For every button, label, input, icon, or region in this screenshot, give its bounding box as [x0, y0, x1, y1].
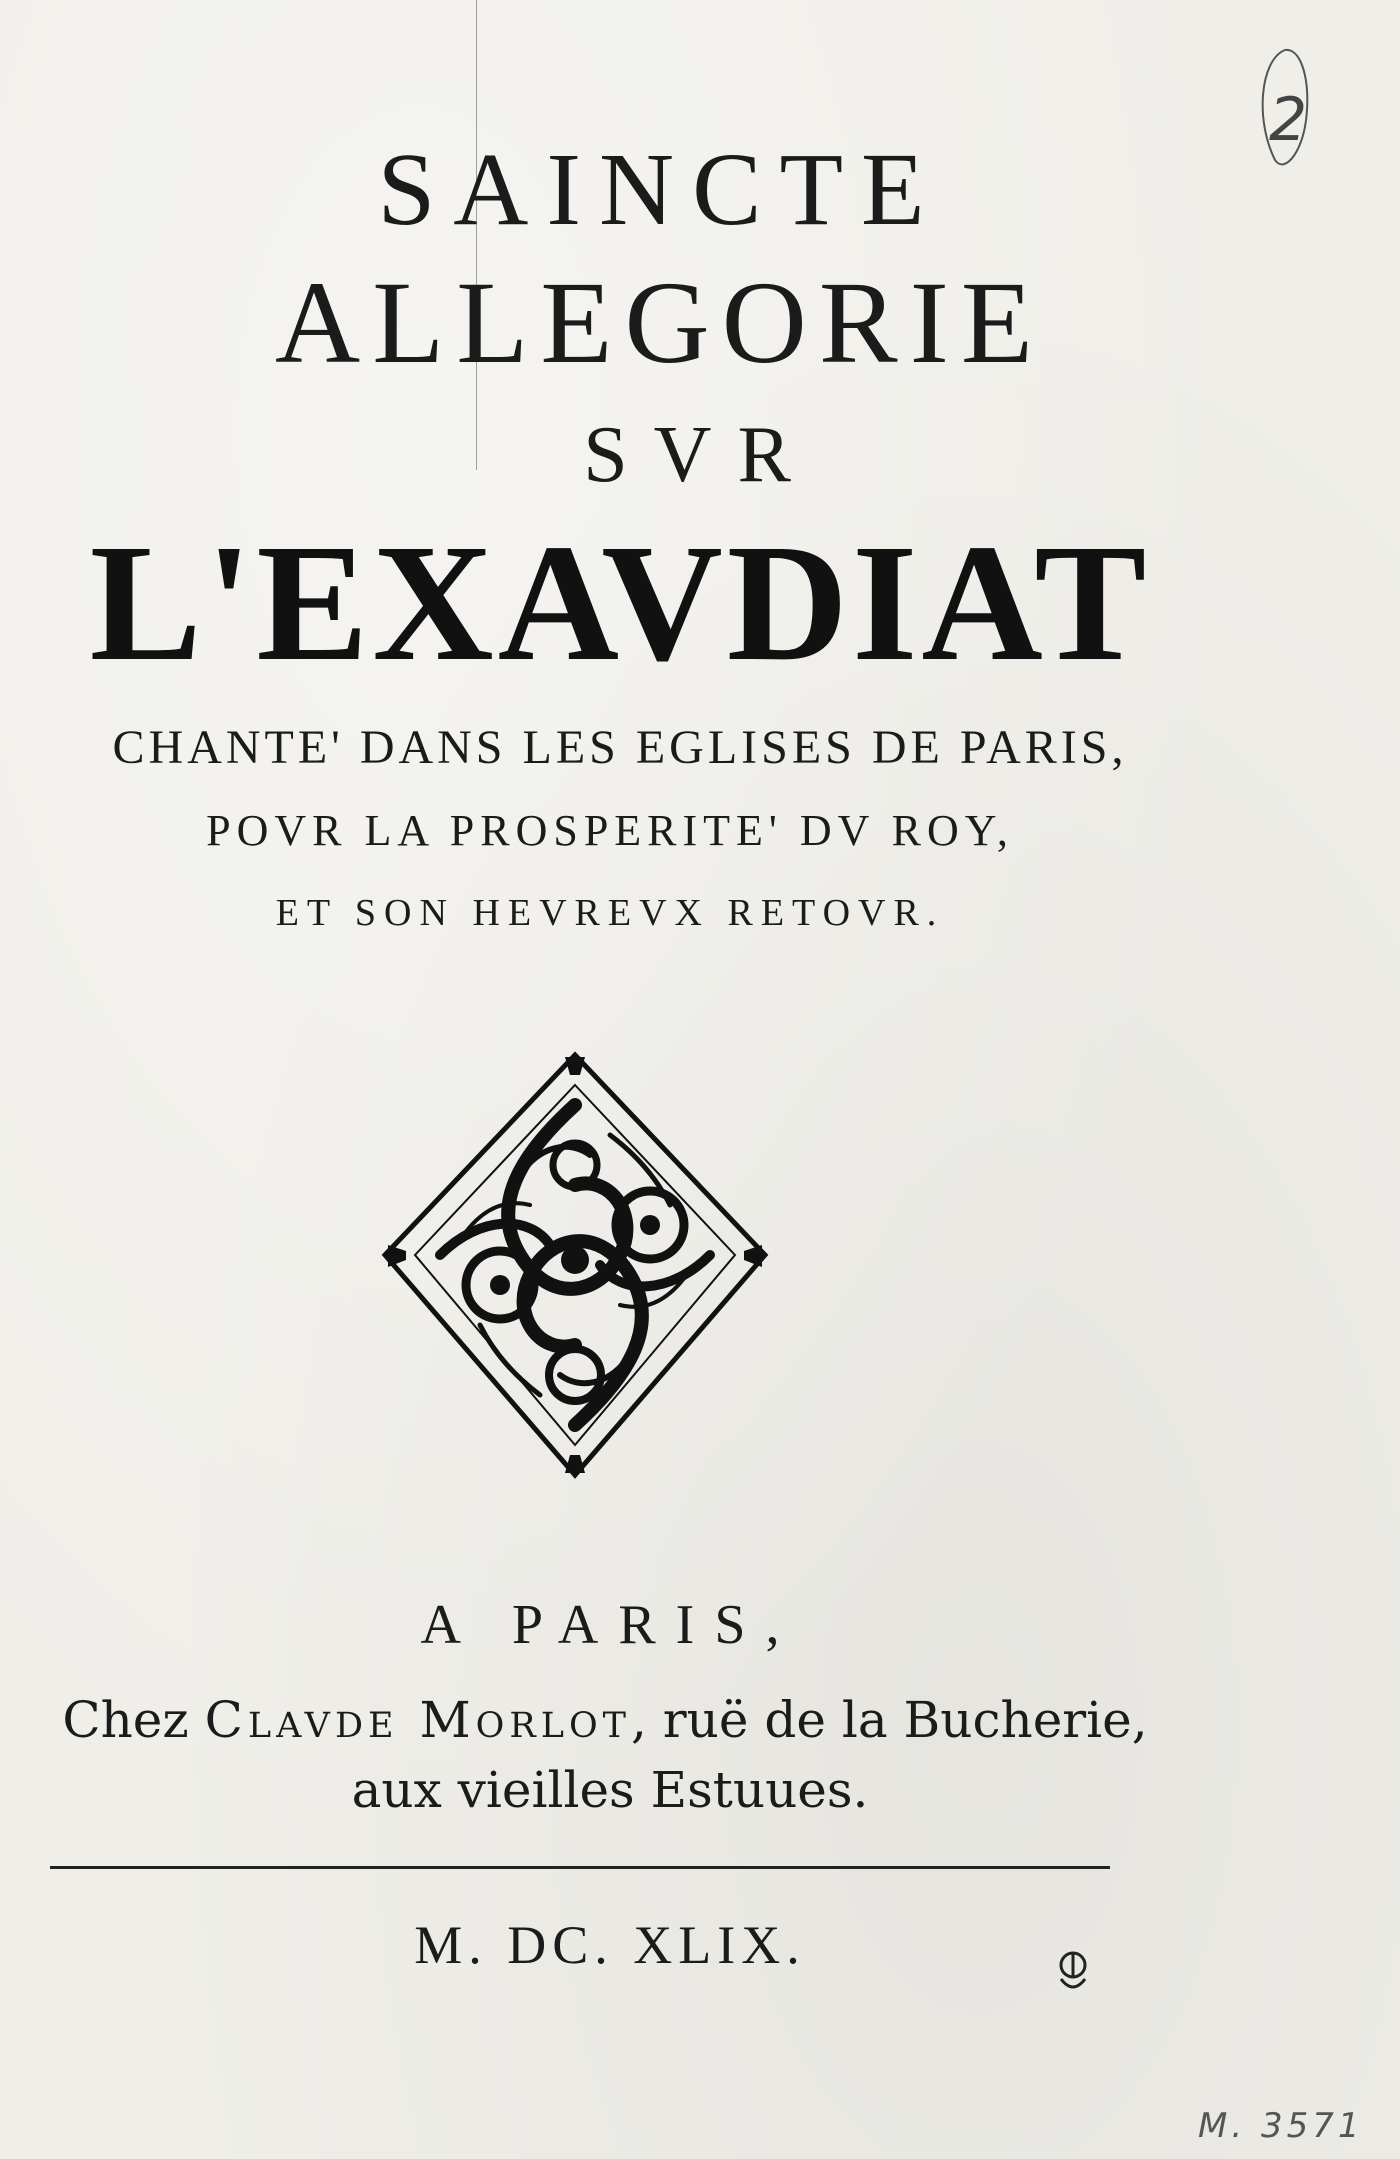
pencil-annotation-icon — [1245, 40, 1325, 180]
imprint-printer-line — [30, 1688, 1180, 1752]
imprint-address-line-2: aux vieilles Estuues. — [351, 1761, 869, 1819]
imprint-printer-name: Clavde Morlot — [204, 1691, 631, 1749]
library-stamp-icon — [1050, 1945, 1096, 1997]
title-line-1: SAINCTE — [377, 132, 943, 247]
imprint-date: M. DC. XLIX. — [414, 1915, 806, 1975]
pencil-mark: 2 — [1269, 85, 1308, 155]
subtitle-line-1: CHANTE' DANS LES EGLISES DE PARIS, — [112, 721, 1128, 774]
horizontal-rule — [50, 1866, 1110, 1869]
title-line-4: L'EXAVDIAT — [89, 510, 1151, 696]
imprint-chez: Chez — [62, 1691, 189, 1749]
title-line-2: ALLEGORIE — [275, 257, 1045, 388]
imprint-place: A PARIS, — [420, 1594, 800, 1656]
imprint-address: , ruë de la Bucherie, — [630, 1691, 1148, 1749]
subtitle-line-3: ET SON HEVREVX RETOVR. — [275, 892, 945, 934]
shelfmark: M. 3571 — [1198, 2106, 1364, 2146]
floral-woodcut-ornament-icon — [370, 1045, 780, 1485]
subtitle-line-2: POVR LA PROSPERITE' DV ROY, — [206, 806, 1014, 855]
title-line-3: SVR — [583, 411, 817, 499]
